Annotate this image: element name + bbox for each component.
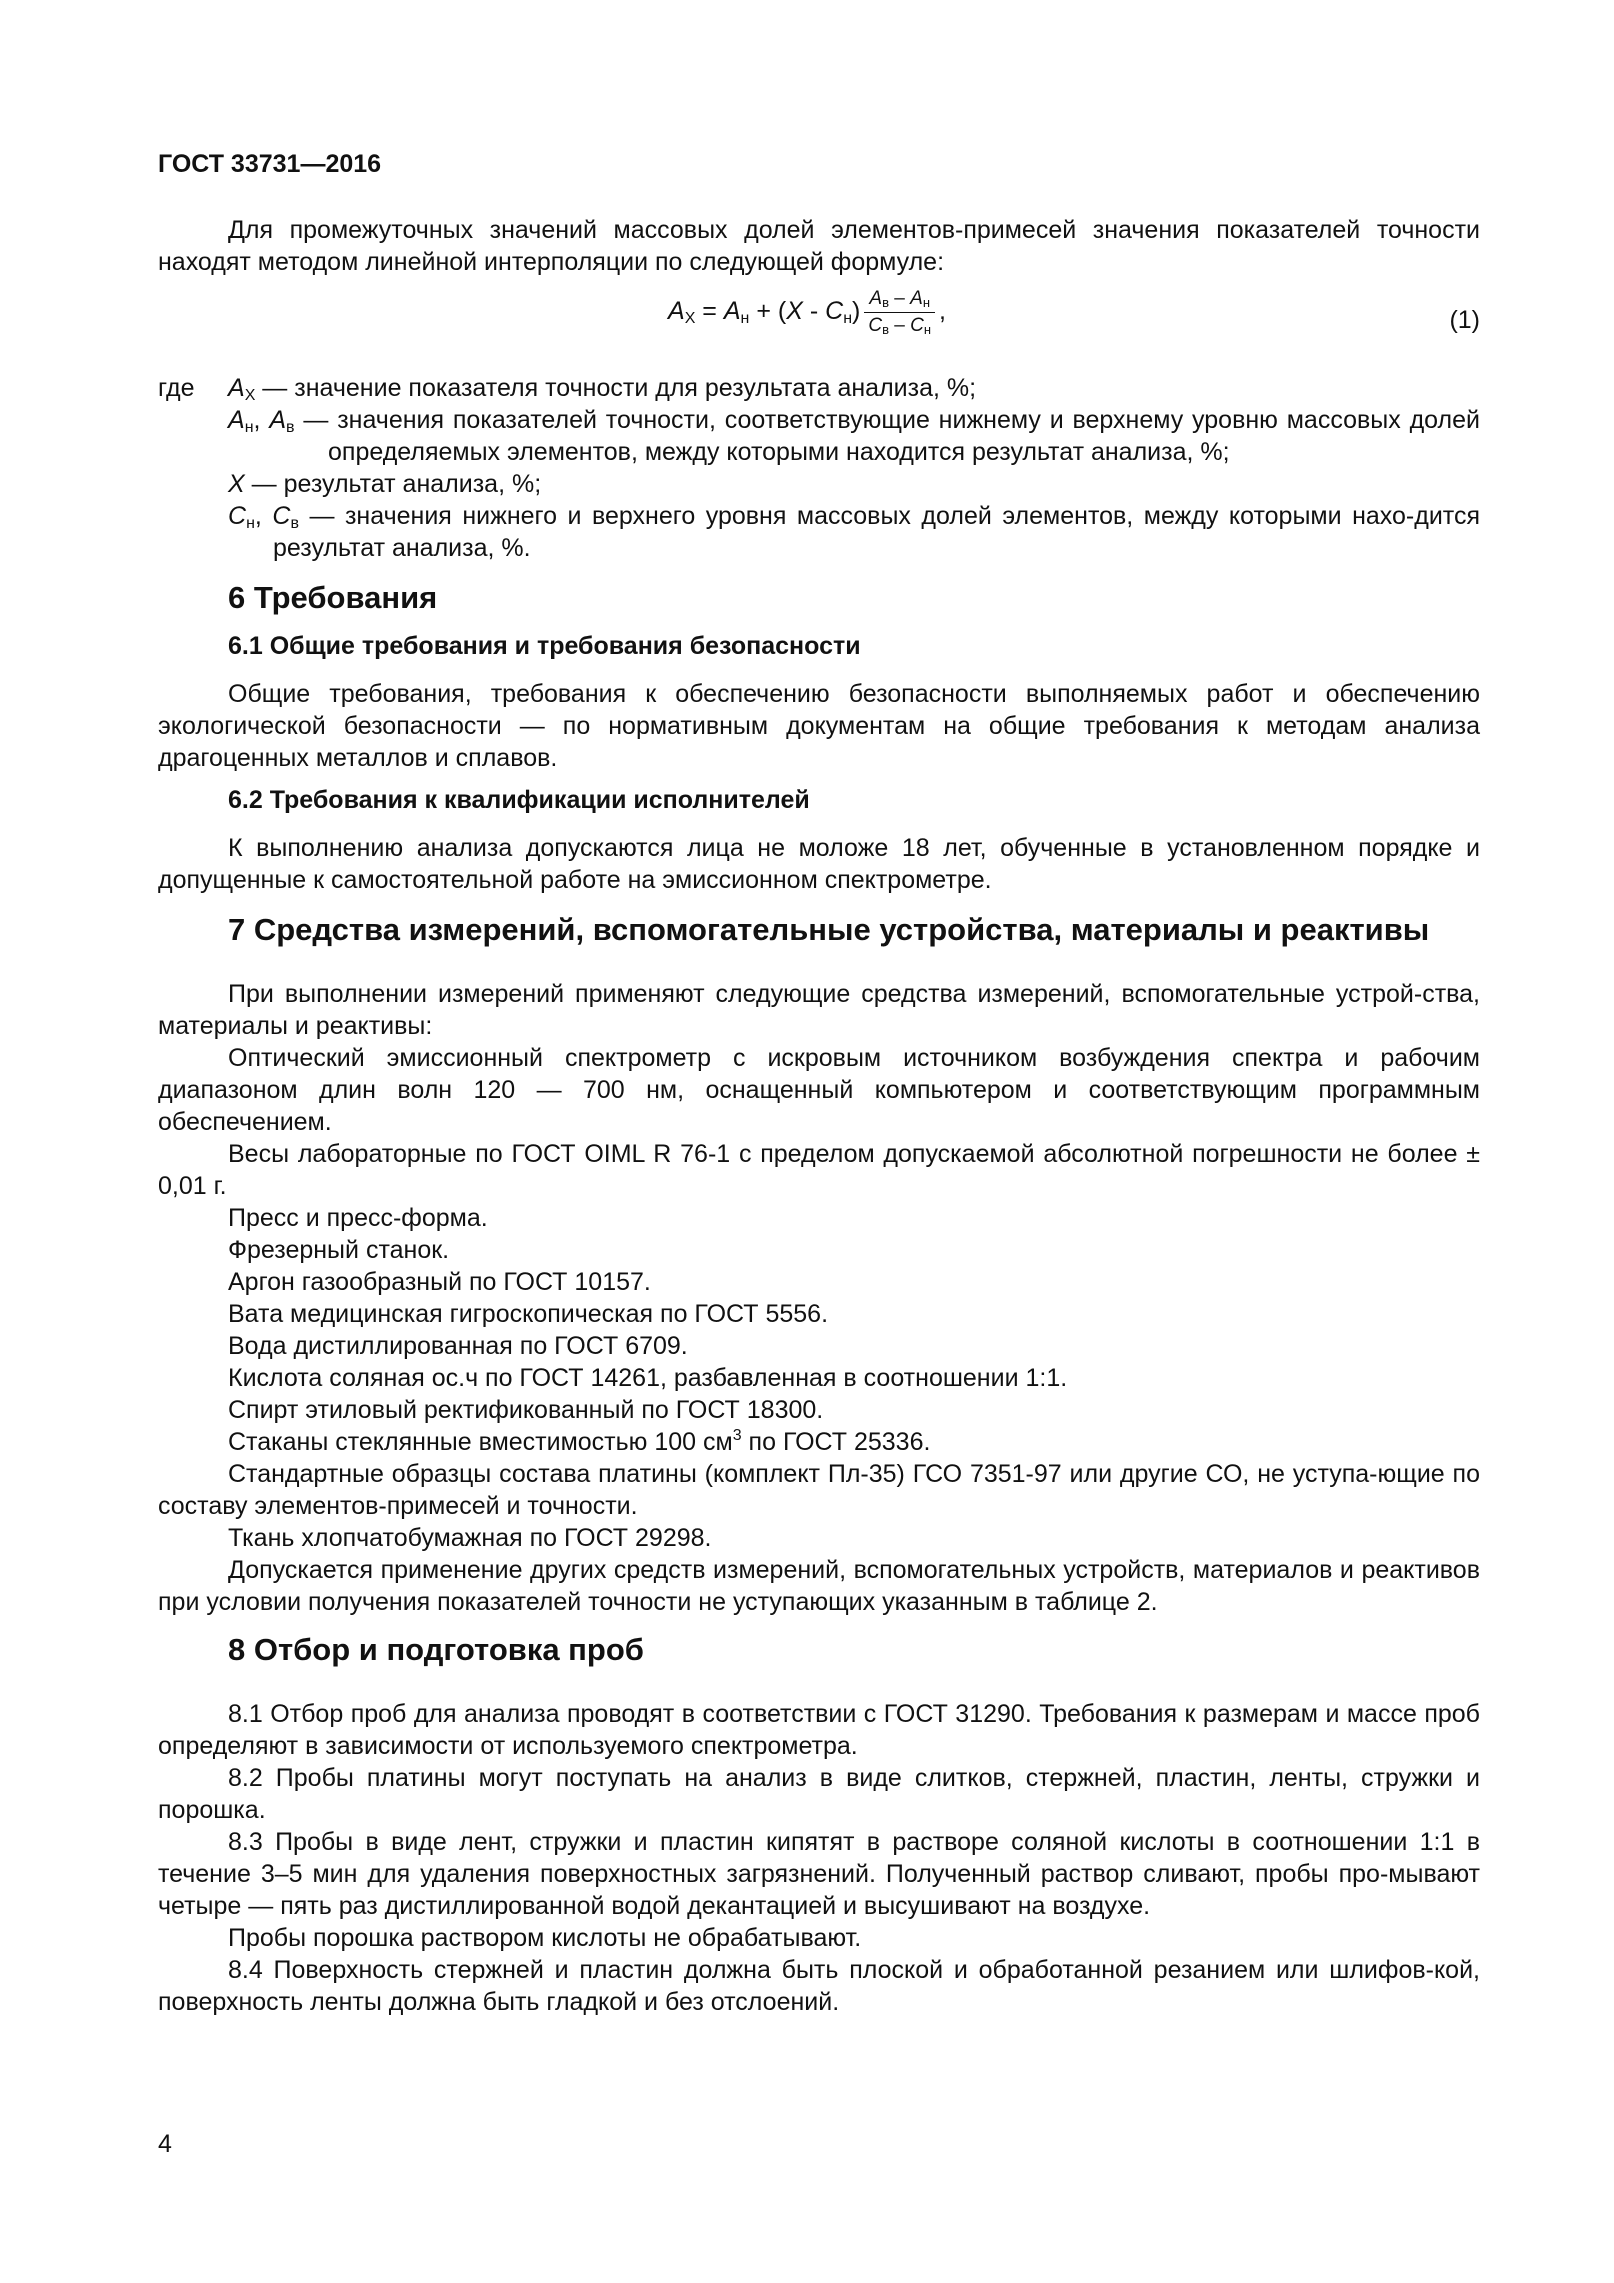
paragraph: Фрезерный станок. xyxy=(228,1236,450,1264)
intro-paragraph: Для промежуточных значений массовых долей элементов-примесей значения показателей точности находят методом линейной интерполяции по следующей формуле: xyxy=(158,216,1480,276)
formula-1 xyxy=(668,288,946,337)
section-6-title: 6 Требования xyxy=(228,580,438,615)
formula-fraction xyxy=(864,288,935,337)
document-code: ГОСТ 33731—2016 xyxy=(158,150,382,178)
paragraph: 8.3 Пробы в виде лент, стружки и пластин кипятят в растворе соляной кислоты в соотношении 1:1 в течение 3–5 мин для удаления поверхностных загрязнений. Полученный раствор сливают, пробы про-мывают четыре — пять раз дистиллированной водой декантацией и высушивают на воздухе. xyxy=(158,1828,1480,1920)
formula-operator: , xyxy=(939,297,946,326)
section-8-body xyxy=(158,1698,1480,2018)
formula-subscript: н xyxy=(740,310,750,328)
section-7-title: 7 Средства измерений, вспомогательные устройства, материалы и реактивы xyxy=(228,912,1430,947)
formula-number: (1) xyxy=(1449,306,1480,334)
paragraph: Оптический эмиссионный спектрометр с искровым источником возбуждения спектра и рабочим диапазоном длин волн 120 — 700 нм, оснащенный компьютером и соответствующим программным обеспечением. xyxy=(158,1044,1480,1136)
fraction-numerator: $A_в - A_н$ xyxy=(864,288,935,313)
formula-operator: ) xyxy=(852,297,861,326)
formula-operator: = xyxy=(695,297,724,326)
where-item: X — результат анализа, %; xyxy=(228,470,542,498)
formula-subscript: н xyxy=(843,310,853,328)
formula-operator: - xyxy=(802,297,826,326)
paragraph: Вода дистиллированная по ГОСТ 6709. xyxy=(228,1332,688,1360)
section-6-1-text: Общие требования, требования к обеспечению безопасности выполняемых работ и обеспечению экологической безопасности — по нормативным документам на общие требования к методам анализа драгоценных металлов и сплавов. xyxy=(158,680,1480,772)
section-8-title: 8 Отбор и подготовка проб xyxy=(228,1632,644,1667)
paragraph: 8.4 Поверхность стержней и пластин должна быть плоской и обработанной резанием или шлифов-кой, поверхность ленты должна быть гладкой и без отслоений. xyxy=(158,1956,1480,2016)
where-label: где xyxy=(158,374,195,402)
document-page xyxy=(158,0,1480,2283)
formula-symbol: A xyxy=(668,297,685,326)
fraction-denominator: $C_в - C_н$ xyxy=(868,315,932,337)
formula-symbol: X xyxy=(786,297,803,326)
section-6-2-text: К выполнению анализа допускаются лица не моложе 18 лет, обученные в установленном порядке и допущенные к самостоятельной работе на эмиссионном спектрометре. xyxy=(158,834,1480,894)
paragraph: 8.1 Отбор проб для анализа проводят в соответствии с ГОСТ 31290. Требования к размерам и массе проб определяют в зависимости от используемого спектрометра. xyxy=(158,1700,1480,1760)
paragraph: Пробы порошка раствором кислоты не обрабатывают. xyxy=(228,1924,862,1952)
paragraph: Допускается применение других средств измерений, вспомогательных устройств, материалов и реактивов при условии получения показателей точности не уступающих указанным в таблице 2. xyxy=(158,1556,1480,1616)
page-number: 4 xyxy=(158,2130,172,2158)
section-6-1-title: 6.1 Общие требования и требования безопасности xyxy=(228,632,861,660)
paragraph: Аргон газообразный по ГОСТ 10157. xyxy=(228,1268,651,1296)
paragraph: Спирт этиловый ректификованный по ГОСТ 18300. xyxy=(228,1396,824,1424)
paragraph: Кислота соляная ос.ч по ГОСТ 14261, разбавленная в соотношении 1:1. xyxy=(228,1364,1068,1392)
formula-symbol: A xyxy=(723,297,741,326)
where-item: где $A_X$ — значение показателя точности для результата анализа, %; xyxy=(158,374,977,404)
paragraph: Стаканы стеклянные вместимостью 100 $см^3$ по ГОСТ 25336. xyxy=(228,1427,931,1456)
paragraph: Стандартные образцы состава платины (комплект Пл-35) ГСО 7351-97 или другие СО, не уступа-ющие по составу элементов-примесей и точности. xyxy=(158,1460,1480,1520)
paragraph: Пресс и пресс-форма. xyxy=(228,1204,488,1232)
where-block xyxy=(158,372,1480,564)
formula-symbol: C xyxy=(825,297,844,326)
paragraph: 8.2 Пробы платины могут поступать на анализ в виде слитков, стержней, пластин, ленты, стружки и порошка. xyxy=(158,1764,1480,1824)
formula-subscript: X xyxy=(684,310,696,328)
where-item: $A_н$, $A_в$ — значения показателей точности, соответствующие нижнему и верхнему уровню массовых долей определяемых элементов, между которыми находится результат анализа, %; xyxy=(228,406,1480,466)
paragraph: Вата медицинская гигроскопическая по ГОСТ 5556. xyxy=(228,1300,829,1328)
formula-operator: + ( xyxy=(749,297,787,326)
paragraph: Весы лабораторные по ГОСТ OIML R 76-1 с пределом допускаемой абсолютной погрешности не более ± 0,01 г. xyxy=(158,1140,1480,1200)
paragraph: Ткань хлопчатобумажная по ГОСТ 29298. xyxy=(228,1524,712,1552)
paragraph: При выполнении измерений применяют следующие средства измерений, вспомогательные устрой-ства, материалы и реактивы: xyxy=(158,980,1480,1040)
section-7-body xyxy=(158,978,1480,1618)
where-item: $C_н$, $C_в$ — значения нижнего и верхнего уровня массовых долей элементов, между которыми нахо-дится результат анализа, %. xyxy=(228,502,1480,562)
section-6-2-title: 6.2 Требования к квалификации исполнителей xyxy=(228,786,810,814)
